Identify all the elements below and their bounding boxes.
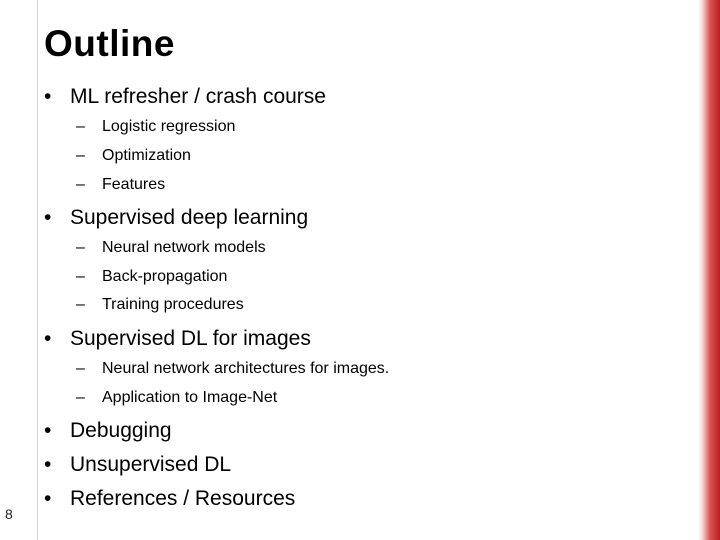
- bullet-icon: •: [44, 419, 52, 442]
- dash-icon: –: [76, 360, 85, 377]
- outline-subitem-label: Application to Image-Net: [102, 389, 278, 406]
- dash-icon: –: [76, 296, 85, 313]
- outline-subitem: [76, 267, 227, 287]
- outline-subitem-label: Features: [102, 176, 166, 193]
- bullet-icon: •: [44, 487, 52, 510]
- dash-icon: –: [76, 147, 85, 164]
- slide-title: Outline: [44, 23, 175, 64]
- right-accent-band: [698, 0, 720, 540]
- outline-subitem: [76, 175, 165, 195]
- outline-subitem: [76, 238, 266, 258]
- dash-icon: –: [76, 118, 85, 135]
- outline-item: [44, 84, 326, 110]
- outline-subitem: [76, 295, 244, 315]
- left-divider-line: [37, 0, 38, 540]
- outline-item-label: References / Resources: [70, 487, 296, 510]
- bullet-icon: •: [44, 453, 52, 476]
- outline-item: [44, 205, 308, 231]
- outline-subitem: [76, 146, 191, 166]
- outline-subitem: [76, 359, 389, 379]
- outline-item: [44, 452, 231, 478]
- outline-subitem: [76, 117, 235, 137]
- outline-subitem-label: Neural network architectures for images.: [102, 360, 390, 377]
- page-number: 8: [5, 506, 13, 522]
- bullet-icon: •: [44, 85, 52, 108]
- outline-item-label: Supervised DL for images: [70, 327, 311, 350]
- bullet-icon: •: [44, 327, 52, 350]
- outline-subitem-label: Training procedures: [102, 296, 244, 313]
- outline-item: [44, 486, 295, 512]
- dash-icon: –: [76, 268, 85, 285]
- bullet-icon: •: [44, 206, 52, 229]
- outline-subitem-label: Optimization: [102, 147, 191, 164]
- outline-item-label: Unsupervised DL: [70, 453, 232, 476]
- outline-item: [44, 326, 311, 352]
- outline-item-label: ML refresher / crash course: [70, 85, 326, 108]
- dash-icon: –: [76, 176, 85, 193]
- outline-item: [44, 418, 172, 444]
- outline-item-label: Debugging: [70, 419, 172, 442]
- outline-subitem-label: Logistic regression: [102, 118, 236, 135]
- outline-subitem-label: Back-propagation: [102, 268, 228, 285]
- outline-item-label: Supervised deep learning: [70, 206, 309, 229]
- dash-icon: –: [76, 389, 85, 406]
- outline-subitem: [76, 388, 277, 408]
- dash-icon: –: [76, 239, 85, 256]
- outline-subitem-label: Neural network models: [102, 239, 266, 256]
